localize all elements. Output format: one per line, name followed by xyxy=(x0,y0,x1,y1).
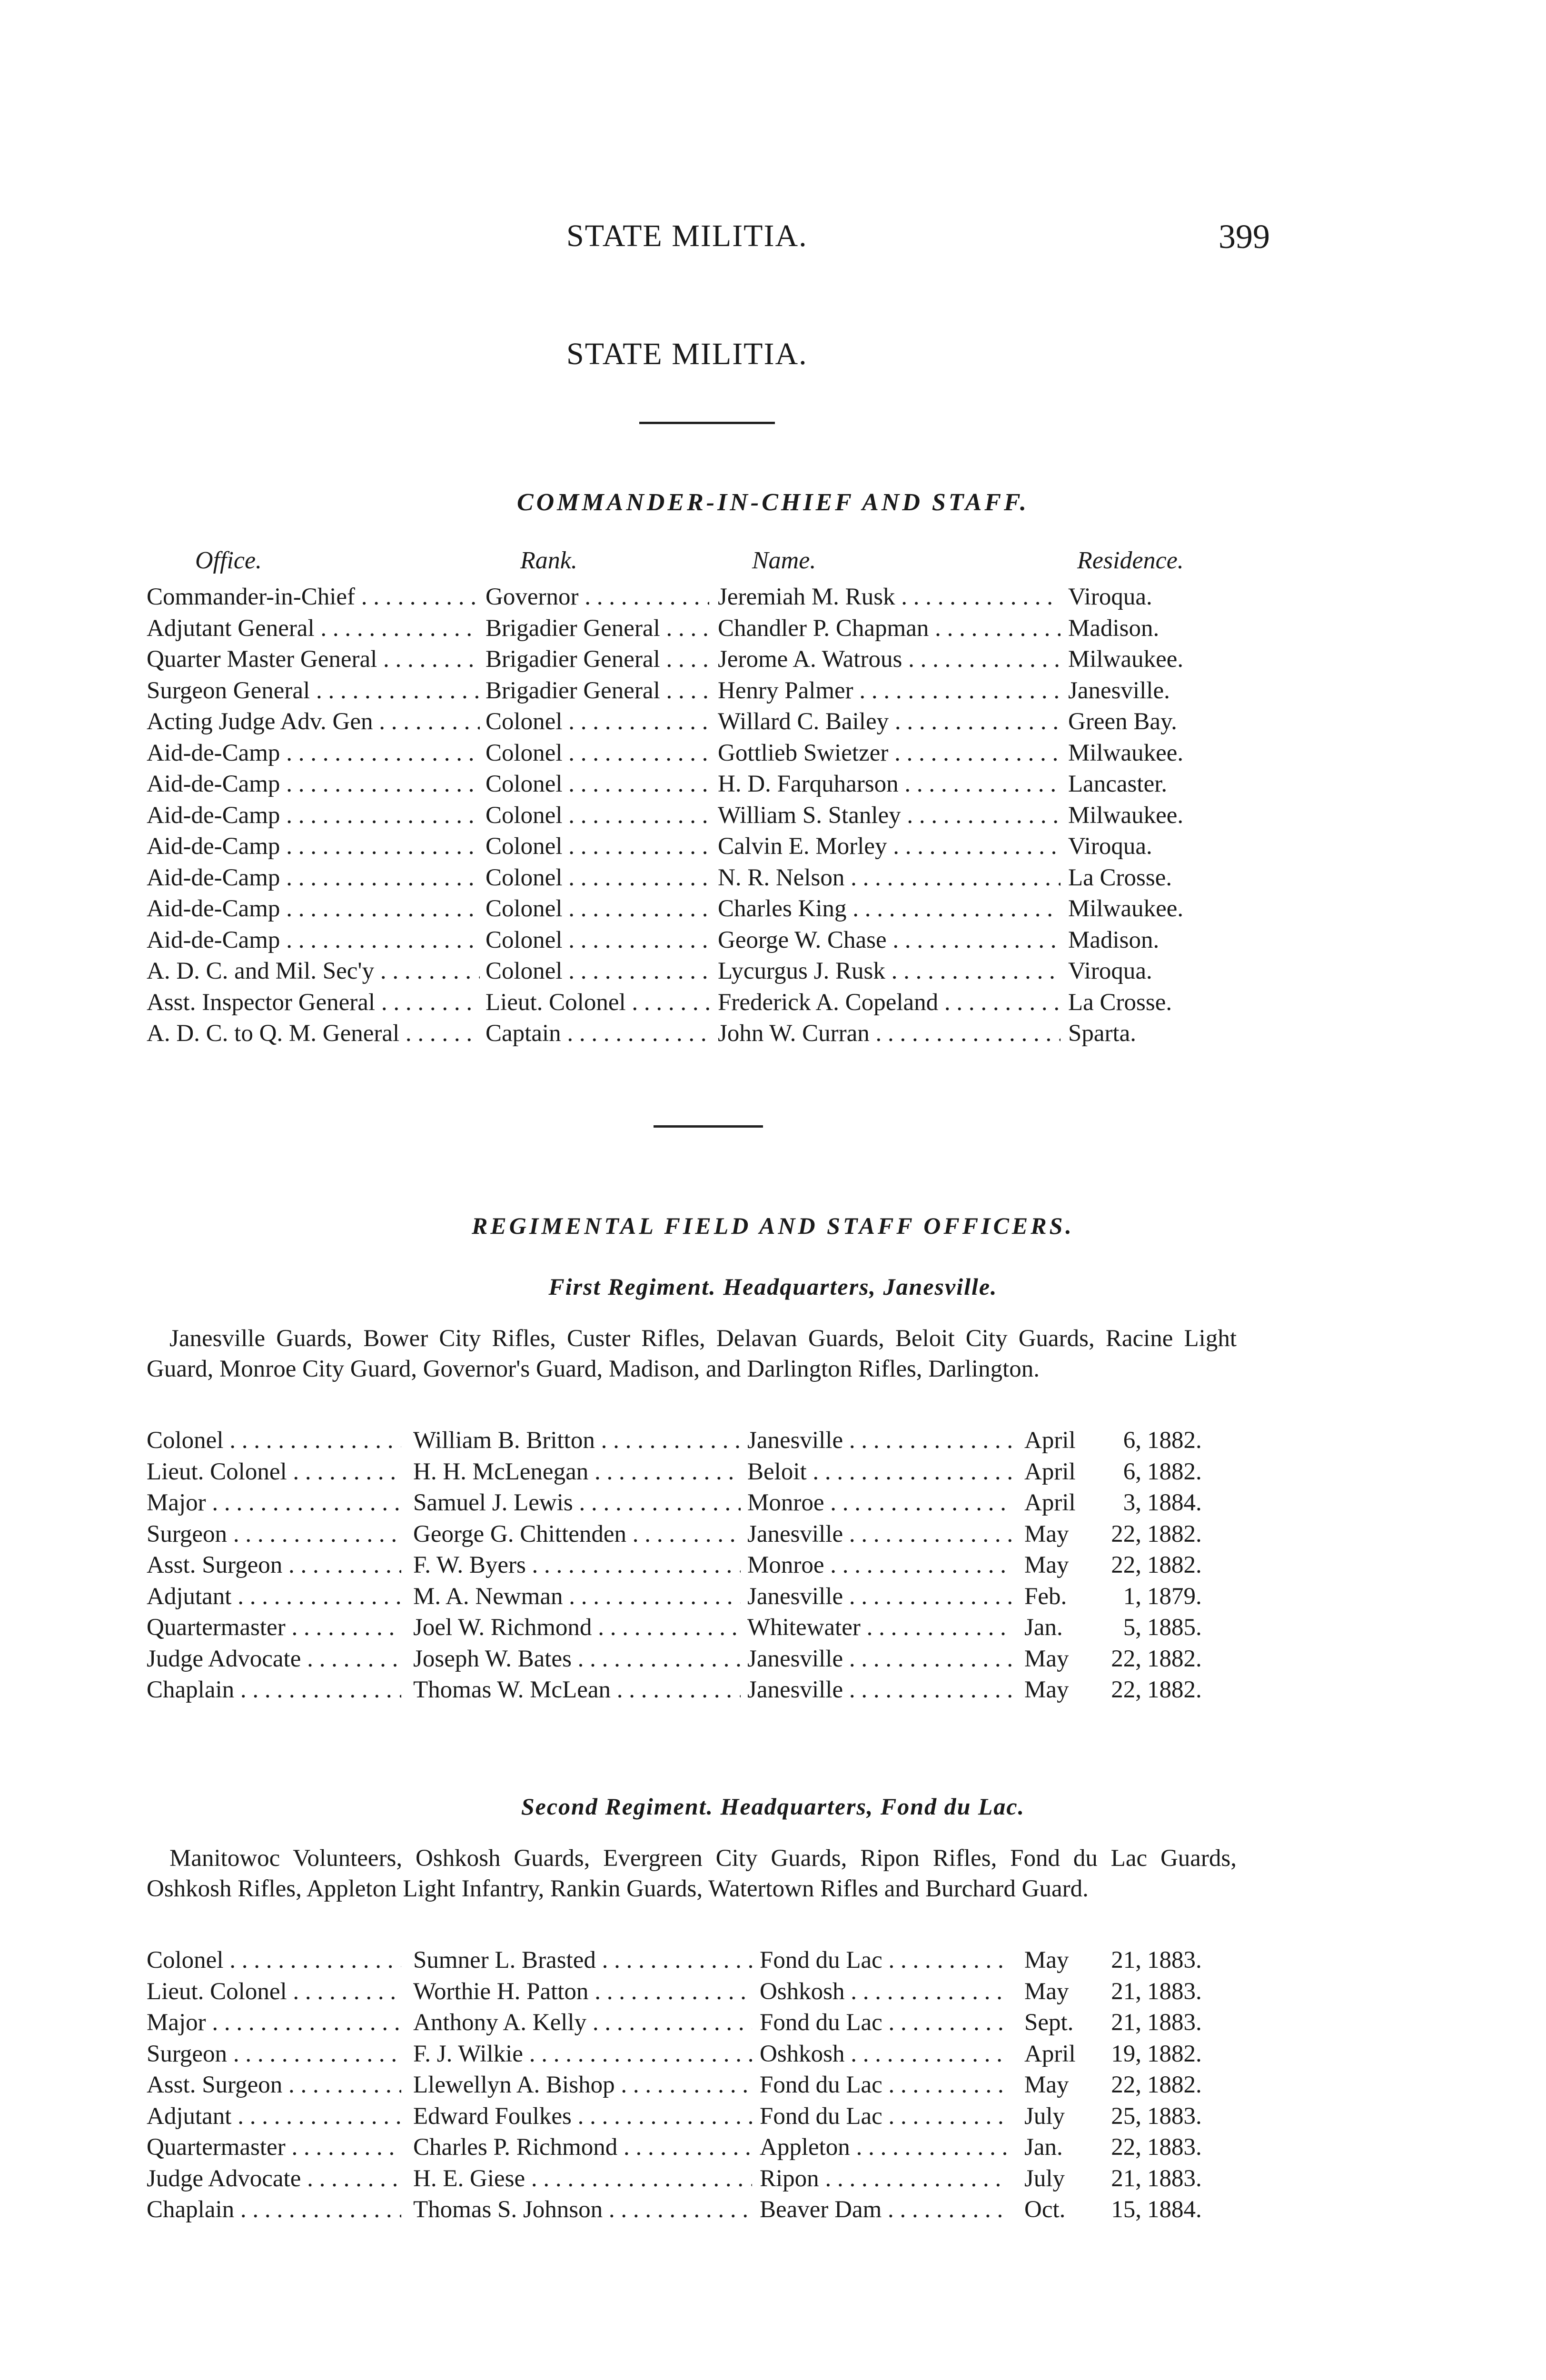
table-row xyxy=(147,1488,1237,1519)
name-cell: Henry Palmer . . . xyxy=(718,675,1060,707)
year-cell: 1882. xyxy=(1147,1458,1202,1485)
residence-cell: Milwaukee. xyxy=(1068,646,1184,673)
year-cell: 1885. xyxy=(1147,1614,1202,1641)
table-row xyxy=(147,2007,1237,2039)
table-row xyxy=(147,2163,1237,2195)
table-row xyxy=(147,769,1237,800)
office-cell: Chaplain . . . xyxy=(147,2194,401,2226)
rank-cell: Brigadier General . . . xyxy=(486,613,709,645)
rank-cell: Colonel . . . xyxy=(486,925,709,956)
year-cell: 1882. xyxy=(1147,1552,1202,1578)
column-header-name: Name. xyxy=(752,547,816,574)
day-cell: 5, xyxy=(1123,1614,1141,1641)
main-title: STATE MILITIA. xyxy=(566,337,808,371)
column-header-rank: Rank. xyxy=(520,547,577,574)
residence-cell: Milwaukee. xyxy=(1068,895,1184,922)
second-regiment-companies: Manitowoc Volunteers, Oshkosh Guards, Evergreen City Guards, Ripon Rifles, Fond du Lac Guards, Oshkosh Rifles, Appleton Light Infantry, Rankin Guards, Watertown Rifles and Burchard Guard. xyxy=(147,1845,1237,1902)
residence-cell: Janesville. xyxy=(1068,677,1170,704)
place-cell: Appleton . . . xyxy=(760,2132,1007,2163)
table-row xyxy=(147,1581,1237,1613)
office-cell: Asst. Surgeon . . . xyxy=(147,1550,401,1581)
table-row xyxy=(147,800,1237,832)
name-cell: George G. Chittenden . . . xyxy=(413,1519,741,1550)
day-cell: 22, xyxy=(1111,1645,1141,1672)
residence-cell: Milwaukee. xyxy=(1068,739,1184,766)
rank-cell: Governor . . . xyxy=(486,582,709,613)
table-row xyxy=(147,2132,1237,2163)
name-cell: Jerome A. Watrous . . . xyxy=(718,644,1060,675)
name-cell: Willard C. Bailey . . . xyxy=(718,706,1060,738)
place-cell: Janesville . . . xyxy=(747,1581,1011,1613)
office-cell: Commander-in-Chief . . . xyxy=(147,582,480,613)
day-cell: 22, xyxy=(1111,1552,1141,1578)
office-cell: Aid-de-Camp . . . xyxy=(147,800,480,832)
residence-cell: Viroqua. xyxy=(1068,833,1152,860)
office-cell: Colonel . . . xyxy=(147,1425,401,1457)
month-cell: July xyxy=(1024,2165,1065,2192)
month-cell: April xyxy=(1024,1489,1076,1516)
rank-cell: Colonel . . . xyxy=(486,706,709,738)
name-cell: Chandler P. Chapman . . . xyxy=(718,613,1060,645)
residence-cell: Viroqua. xyxy=(1068,584,1152,610)
name-cell: Calvin E. Morley . . . xyxy=(718,831,1060,863)
place-cell: Janesville . . . xyxy=(747,1519,1011,1550)
year-cell: 1883. xyxy=(1147,2134,1202,2161)
residence-cell: Sparta. xyxy=(1068,1020,1137,1047)
office-cell: Lieut. Colonel . . . xyxy=(147,1976,401,2008)
table-row xyxy=(147,675,1237,707)
name-cell: Charles King . . . xyxy=(718,893,1060,925)
office-cell: Quartermaster . . . xyxy=(147,1612,401,1644)
month-cell: May xyxy=(1024,1978,1069,2005)
rank-cell: Colonel . . . xyxy=(486,893,709,925)
name-cell: H. H. McLenegan . . . xyxy=(413,1457,741,1488)
month-cell: April xyxy=(1024,1427,1076,1454)
name-cell: Llewellyn A. Bishop . . . xyxy=(413,2070,752,2101)
place-cell: Oshkosh . . . xyxy=(760,1976,1007,2008)
table-row xyxy=(147,644,1237,675)
office-cell: Aid-de-Camp . . . xyxy=(147,831,480,863)
year-cell: 1882. xyxy=(1147,1520,1202,1547)
month-cell: May xyxy=(1024,2072,1069,2098)
year-cell: 1883. xyxy=(1147,2009,1202,2036)
office-cell: Quarter Master General . . . xyxy=(147,644,480,675)
rank-cell: Lieut. Colonel . . . xyxy=(486,987,709,1019)
place-cell: Ripon . . . xyxy=(760,2163,1007,2195)
column-header-residence: Residence. xyxy=(1077,547,1184,574)
second-regiment-table xyxy=(147,1945,1237,2226)
table-row xyxy=(147,956,1237,987)
name-cell: Edward Foulkes . . . xyxy=(413,2101,752,2132)
year-cell: 1879. xyxy=(1147,1583,1202,1610)
office-cell: Aid-de-Camp . . . xyxy=(147,893,480,925)
year-cell: 1882. xyxy=(1147,1676,1202,1703)
name-cell: Joel W. Richmond . . . xyxy=(413,1612,741,1644)
name-cell: George W. Chase . . . xyxy=(718,925,1060,956)
table-row xyxy=(147,738,1237,769)
office-cell: Asst. Inspector General . . . xyxy=(147,987,480,1019)
day-cell: 25, xyxy=(1111,2102,1141,2130)
table-row xyxy=(147,925,1237,956)
table-row xyxy=(147,2194,1237,2226)
name-cell: F. W. Byers . . . xyxy=(413,1550,741,1581)
day-cell: 3, xyxy=(1123,1489,1141,1516)
place-cell: Whitewater . . . xyxy=(747,1612,1011,1644)
place-cell: Beaver Dam . . . xyxy=(760,2194,1007,2226)
rank-cell: Colonel . . . xyxy=(486,956,709,987)
place-cell: Beloit . . . xyxy=(747,1457,1011,1488)
day-cell: 22, xyxy=(1111,1520,1141,1547)
day-cell: 21, xyxy=(1111,1978,1141,2005)
office-cell: Surgeon General . . . xyxy=(147,675,480,707)
residence-cell: Madison. xyxy=(1068,615,1160,642)
table-row xyxy=(147,987,1237,1019)
place-cell: Janesville . . . xyxy=(747,1675,1011,1706)
name-cell: Lycurgus J. Rusk . . . xyxy=(718,956,1060,987)
rank-cell: Colonel . . . xyxy=(486,769,709,800)
year-cell: 1882. xyxy=(1147,2040,1202,2067)
office-cell: Aid-de-Camp . . . xyxy=(147,863,480,894)
table-row xyxy=(147,1018,1237,1050)
table-row xyxy=(147,1519,1237,1550)
rank-cell: Brigadier General . . . xyxy=(486,644,709,675)
month-cell: Jan. xyxy=(1024,2134,1063,2161)
day-cell: 15, xyxy=(1111,2196,1141,2223)
table-row xyxy=(147,1644,1237,1675)
month-cell: May xyxy=(1024,1676,1069,1703)
name-cell: Thomas W. McLean . . . xyxy=(413,1675,741,1706)
year-cell: 1883. xyxy=(1147,2165,1202,2192)
office-cell: Asst. Surgeon . . . xyxy=(147,2070,401,2101)
office-cell: Lieut. Colonel . . . xyxy=(147,1457,401,1488)
day-cell: 21, xyxy=(1111,2165,1141,2192)
day-cell: 21, xyxy=(1111,1947,1141,1973)
day-cell: 6, xyxy=(1123,1458,1141,1485)
year-cell: 1882. xyxy=(1147,2072,1202,2098)
year-cell: 1882. xyxy=(1147,1645,1202,1672)
year-cell: 1884. xyxy=(1147,1489,1202,1516)
name-cell: Anthony A. Kelly . . . xyxy=(413,2007,752,2039)
year-cell: 1883. xyxy=(1147,2102,1202,2130)
residence-cell: Lancaster. xyxy=(1068,771,1168,797)
office-cell: A. D. C. to Q. M. General . . . xyxy=(147,1018,480,1050)
day-cell: 21, xyxy=(1111,2009,1141,2036)
table-row xyxy=(147,831,1237,863)
section-heading-regimental: REGIMENTAL FIELD AND STAFF OFFICERS. xyxy=(472,1212,1074,1239)
residence-cell: La Crosse. xyxy=(1068,989,1172,1016)
name-cell: H. D. Farquharson . . . xyxy=(718,769,1060,800)
rank-cell: Colonel . . . xyxy=(486,863,709,894)
name-cell: William B. Britton . . . xyxy=(413,1425,741,1457)
name-cell: Worthie H. Patton . . . xyxy=(413,1976,752,2008)
place-cell: Fond du Lac . . . xyxy=(760,2070,1007,2101)
table-row xyxy=(147,1550,1237,1581)
place-cell: Fond du Lac . . . xyxy=(760,1945,1007,1976)
office-cell: Adjutant . . . xyxy=(147,1581,401,1613)
name-cell: N. R. Nelson . . . xyxy=(718,863,1060,894)
month-cell: April xyxy=(1024,1458,1076,1485)
divider-rule xyxy=(639,422,775,424)
office-cell: Aid-de-Camp . . . xyxy=(147,769,480,800)
name-cell: Jeremiah M. Rusk . . . xyxy=(718,582,1060,613)
first-regiment-heading: First Regiment. Headquarters, Janesville. xyxy=(548,1273,998,1300)
office-cell: Judge Advocate . . . xyxy=(147,1644,401,1675)
office-cell: Major . . . xyxy=(147,2007,401,2039)
residence-cell: Green Bay. xyxy=(1068,708,1177,735)
residence-cell: Milwaukee. xyxy=(1068,802,1184,829)
office-cell: Aid-de-Camp . . . xyxy=(147,925,480,956)
place-cell: Fond du Lac . . . xyxy=(760,2101,1007,2132)
page-number: 399 xyxy=(1219,218,1270,256)
month-cell: Jan. xyxy=(1024,1614,1063,1641)
table-row xyxy=(147,2070,1237,2101)
rank-cell: Colonel . . . xyxy=(486,738,709,769)
office-cell: Surgeon . . . xyxy=(147,1519,401,1550)
office-cell: Adjutant . . . xyxy=(147,2101,401,2132)
running-head-title: STATE MILITIA. xyxy=(566,218,808,253)
day-cell: 1, xyxy=(1123,1583,1141,1610)
residence-cell: Viroqua. xyxy=(1068,958,1152,984)
month-cell: Oct. xyxy=(1024,2196,1066,2223)
day-cell: 22, xyxy=(1111,2134,1141,2161)
section-heading-commander: COMMANDER-IN-CHIEF AND STAFF. xyxy=(516,489,1030,516)
day-cell: 6, xyxy=(1123,1427,1141,1454)
residence-cell: Madison. xyxy=(1068,926,1160,953)
place-cell: Monroe . . . xyxy=(747,1488,1011,1519)
office-cell: Aid-de-Camp . . . xyxy=(147,738,480,769)
year-cell: 1883. xyxy=(1147,1978,1202,2005)
name-cell: F. J. Wilkie . . . xyxy=(413,2039,752,2070)
name-cell: Sumner L. Brasted . . . xyxy=(413,1945,752,1976)
second-regiment-heading: Second Regiment. Headquarters, Fond du Lac. xyxy=(521,1793,1025,1820)
residence-cell: La Crosse. xyxy=(1068,864,1172,891)
office-cell: Colonel . . . xyxy=(147,1945,401,1976)
first-regiment-table xyxy=(147,1425,1237,1706)
name-cell: Thomas S. Johnson . . . xyxy=(413,2194,752,2226)
place-cell: Monroe . . . xyxy=(747,1550,1011,1581)
place-cell: Fond du Lac . . . xyxy=(760,2007,1007,2039)
year-cell: 1882. xyxy=(1147,1427,1202,1454)
day-cell: 22, xyxy=(1111,1676,1141,1703)
name-cell: Frederick A. Copeland . . . xyxy=(718,987,1060,1019)
divider-rule xyxy=(654,1125,763,1128)
place-cell: Janesville . . . xyxy=(747,1425,1011,1457)
month-cell: May xyxy=(1024,1947,1069,1973)
table-row xyxy=(147,1425,1237,1457)
table-row xyxy=(147,613,1237,645)
rank-cell: Colonel . . . xyxy=(486,831,709,863)
month-cell: April xyxy=(1024,2040,1076,2067)
name-cell: Joseph W. Bates . . . xyxy=(413,1644,741,1675)
month-cell: Feb. xyxy=(1024,1583,1067,1610)
table-row xyxy=(147,1976,1237,2008)
name-cell: Samuel J. Lewis . . . xyxy=(413,1488,741,1519)
first-regiment-companies: Janesville Guards, Bower City Rifles, Custer Rifles, Delavan Guards, Beloit City Guards, Racine Light Guard, Monroe City Guard, Governor's Guard, Madison, and Darlington Rifles, Darlington. xyxy=(147,1325,1237,1382)
table-row xyxy=(147,1457,1237,1488)
office-cell: Judge Advocate . . . xyxy=(147,2163,401,2195)
rank-cell: Colonel . . . xyxy=(486,800,709,832)
table-row xyxy=(147,1675,1237,1706)
day-cell: 19, xyxy=(1111,2040,1141,2067)
table-row xyxy=(147,582,1237,613)
table-row xyxy=(147,863,1237,894)
name-cell: William S. Stanley . . . xyxy=(718,800,1060,832)
table-row xyxy=(147,1612,1237,1644)
place-cell: Oshkosh . . . xyxy=(760,2039,1007,2070)
day-cell: 22, xyxy=(1111,2072,1141,2098)
office-cell: Adjutant General . . . xyxy=(147,613,480,645)
office-cell: Major . . . xyxy=(147,1488,401,1519)
name-cell: John W. Curran . . . xyxy=(718,1018,1060,1050)
name-cell: Charles P. Richmond . . . xyxy=(413,2132,752,2163)
name-cell: M. A. Newman . . . xyxy=(413,1581,741,1613)
month-cell: Sept. xyxy=(1024,2009,1074,2036)
office-cell: Surgeon . . . xyxy=(147,2039,401,2070)
table-row xyxy=(147,1945,1237,1976)
year-cell: 1884. xyxy=(1147,2196,1202,2223)
rank-cell: Brigadier General . . . xyxy=(486,675,709,707)
office-cell: A. D. C. and Mil. Sec'y . . . xyxy=(147,956,480,987)
name-cell: H. E. Giese . . . xyxy=(413,2163,752,2195)
rank-cell: Captain . . . xyxy=(486,1018,709,1050)
commander-staff-table xyxy=(147,582,1237,1050)
office-cell: Quartermaster . . . xyxy=(147,2132,401,2163)
place-cell: Janesville . . . xyxy=(747,1644,1011,1675)
year-cell: 1883. xyxy=(1147,1947,1202,1973)
month-cell: July xyxy=(1024,2102,1065,2130)
table-row xyxy=(147,893,1237,925)
table-row xyxy=(147,2101,1237,2132)
column-header-office: Office. xyxy=(195,547,262,574)
table-row xyxy=(147,706,1237,738)
month-cell: May xyxy=(1024,1552,1069,1578)
office-cell: Acting Judge Adv. Gen . . . xyxy=(147,706,480,738)
month-cell: May xyxy=(1024,1645,1069,1672)
office-cell: Chaplain . . . xyxy=(147,1675,401,1706)
name-cell: Gottlieb Swietzer . . . xyxy=(718,738,1060,769)
table-row xyxy=(147,2039,1237,2070)
month-cell: May xyxy=(1024,1520,1069,1547)
